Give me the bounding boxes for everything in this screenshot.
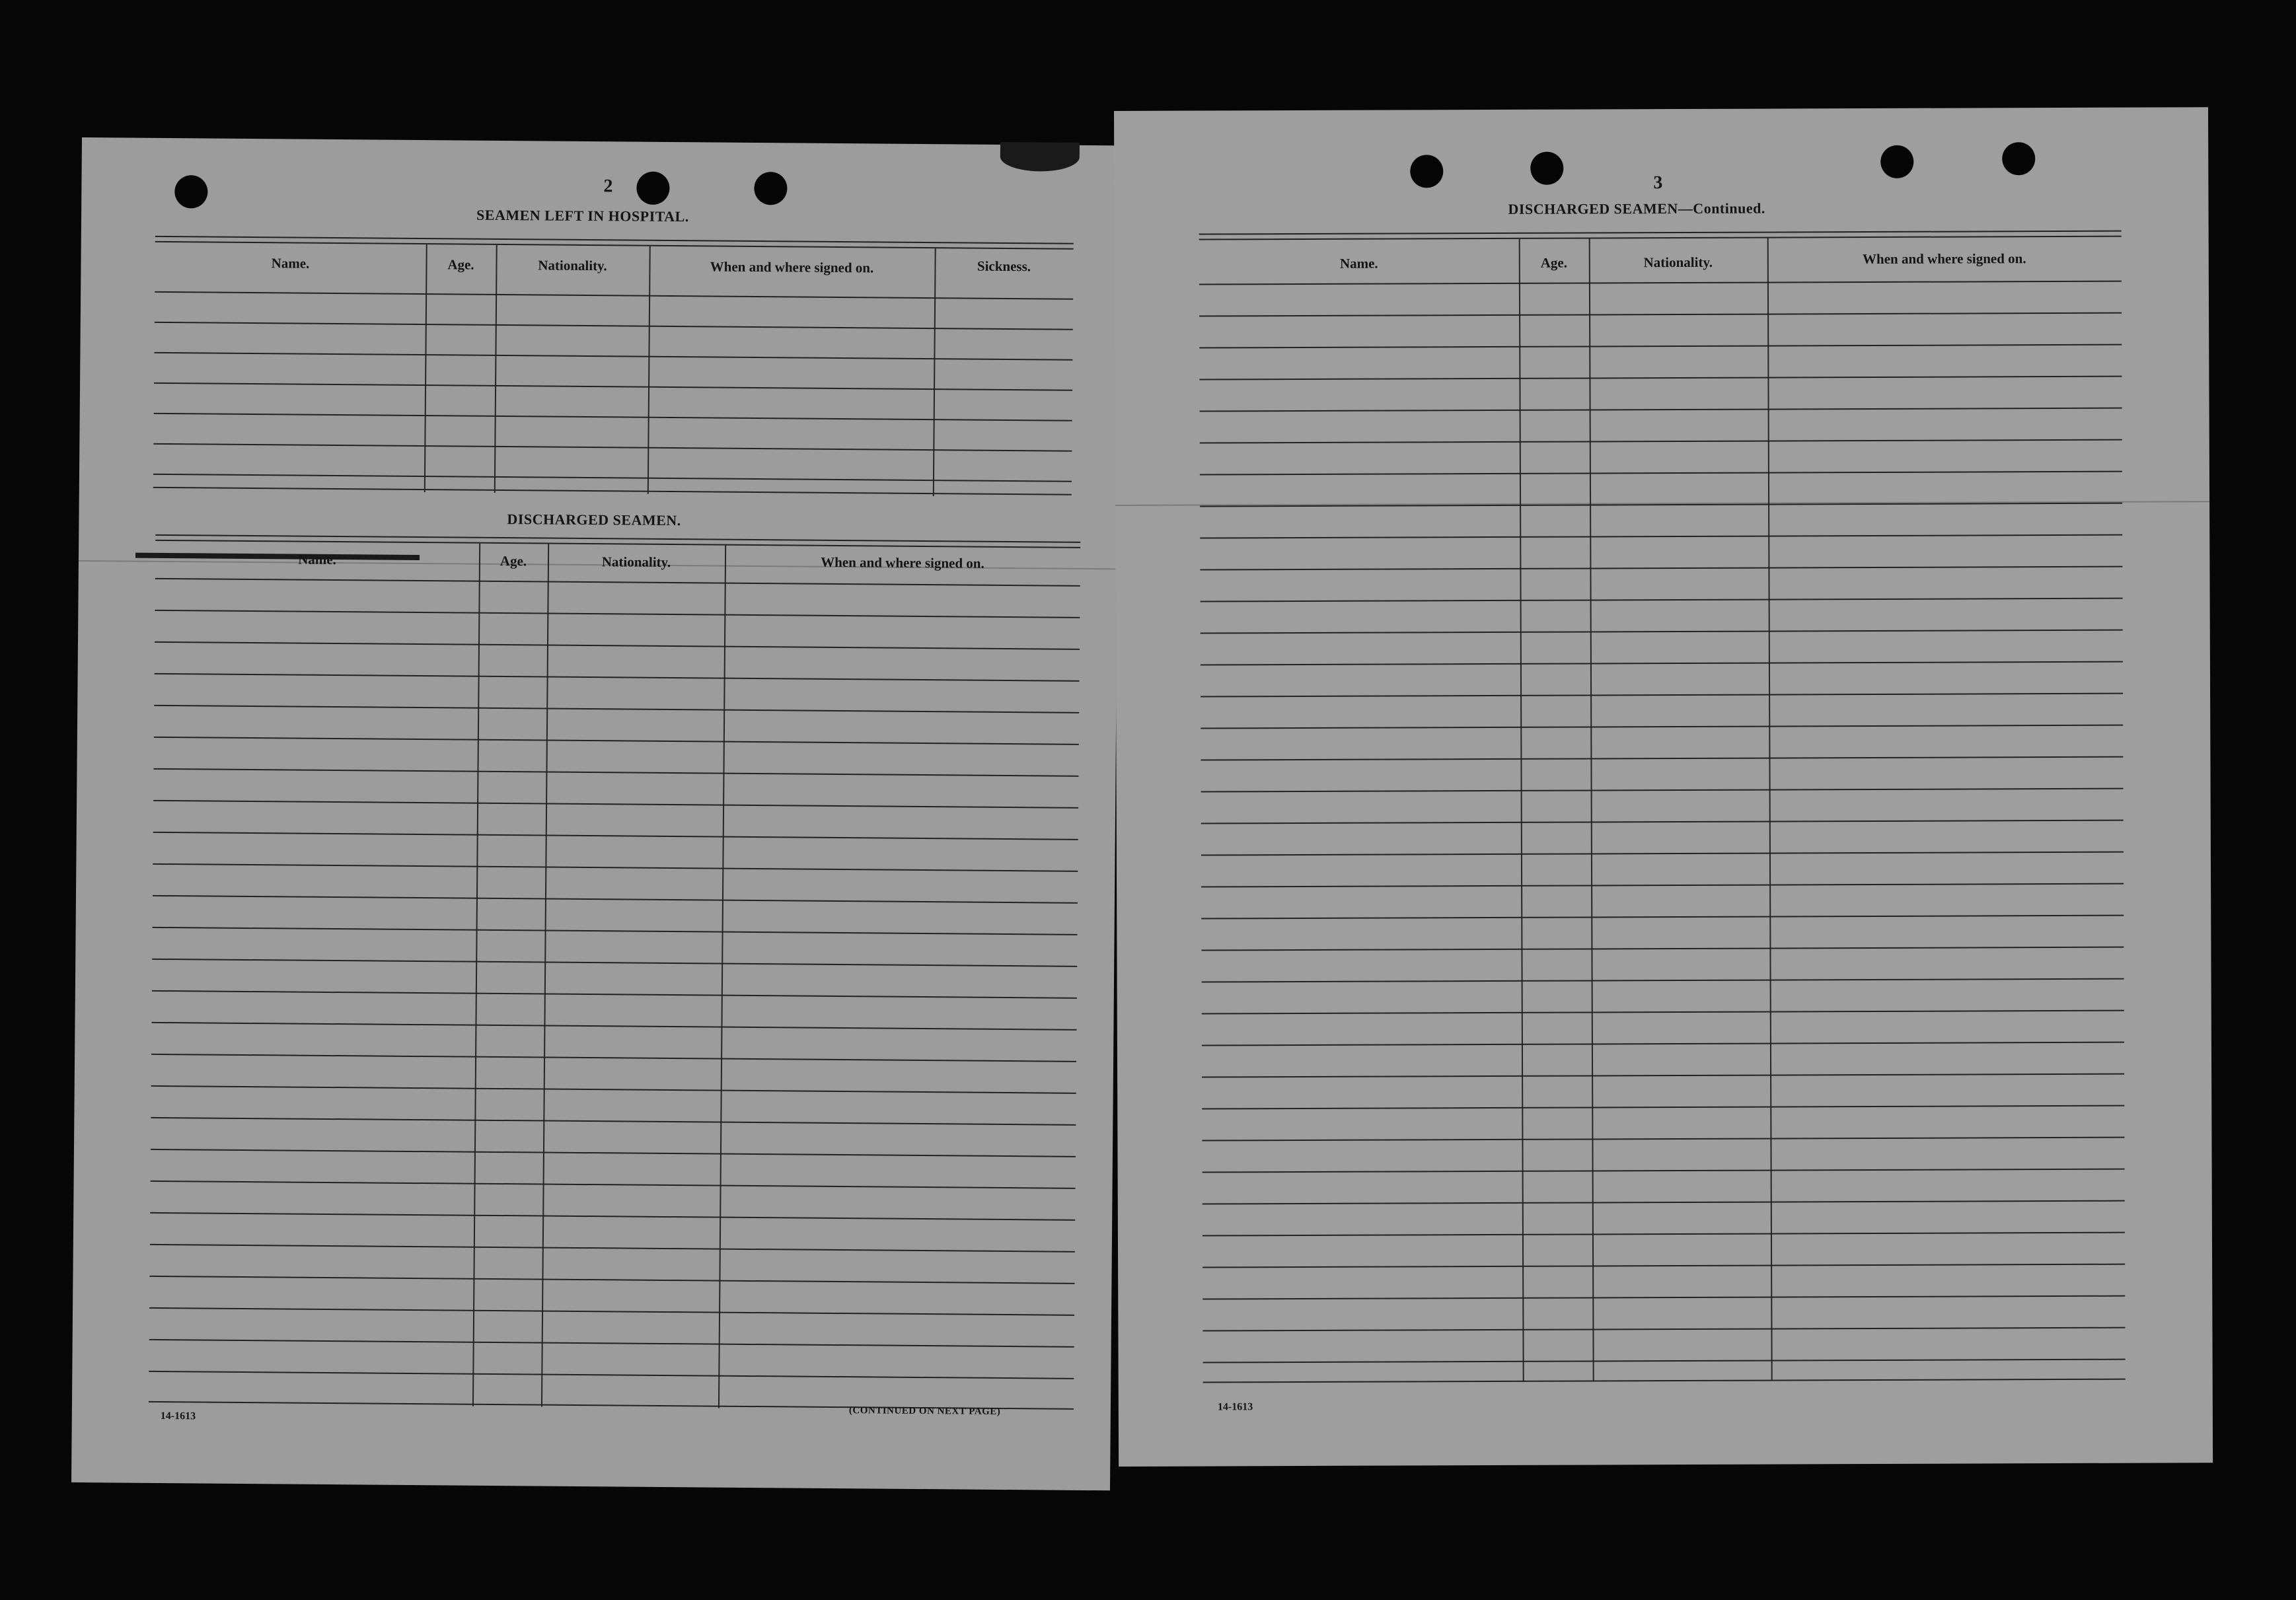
header-nationality: Nationality. <box>1643 254 1713 271</box>
discharged-section-title: DISCHARGED SEAMEN. <box>507 511 681 529</box>
header-nationality: Nationality. <box>601 554 671 571</box>
header-signed-on: When and where signed on. <box>821 554 984 571</box>
punch-hole <box>754 172 787 205</box>
form-number: 14-1613 <box>160 1410 196 1422</box>
title-main: DISCHARGED SEAMEN <box>1508 200 1678 217</box>
right-page <box>1114 107 2213 1467</box>
discharged-continued-title <box>1508 200 1765 218</box>
page-number: 3 <box>1653 172 1663 194</box>
punch-hole <box>1530 152 1563 185</box>
punch-hole <box>636 172 669 205</box>
header-age: Age. <box>1540 254 1567 271</box>
header-nationality: Nationality. <box>538 257 607 274</box>
punch-hole <box>1880 145 1913 178</box>
punch-hole <box>1410 155 1443 188</box>
header-sickness: Sickness. <box>977 258 1031 275</box>
hospital-section-title: SEAMEN LEFT IN HOSPITAL. <box>476 206 689 225</box>
torn-edge <box>1000 142 1080 172</box>
title-suffix: —Continued. <box>1678 200 1765 217</box>
left-page <box>71 137 1121 1490</box>
header-name: Name. <box>298 551 336 568</box>
header-name: Name. <box>271 255 310 272</box>
discharged-continued-table <box>1199 231 2126 1383</box>
header-name: Name. <box>1339 255 1378 272</box>
header-signed-on: When and where signed on. <box>710 258 874 276</box>
page-number: 2 <box>603 176 613 197</box>
form-number: 14-1613 <box>1217 1401 1253 1413</box>
header-age: Age. <box>447 256 474 273</box>
continued-note: (CONTINUED ON NEXT PAGE) <box>848 1405 1001 1417</box>
discharged-table <box>149 534 1080 1411</box>
punch-hole <box>2002 142 2035 175</box>
punch-hole <box>174 175 207 208</box>
hospital-table <box>153 236 1074 497</box>
header-age: Age. <box>500 552 527 569</box>
header-signed-on: When and where signed on. <box>1862 250 2026 268</box>
